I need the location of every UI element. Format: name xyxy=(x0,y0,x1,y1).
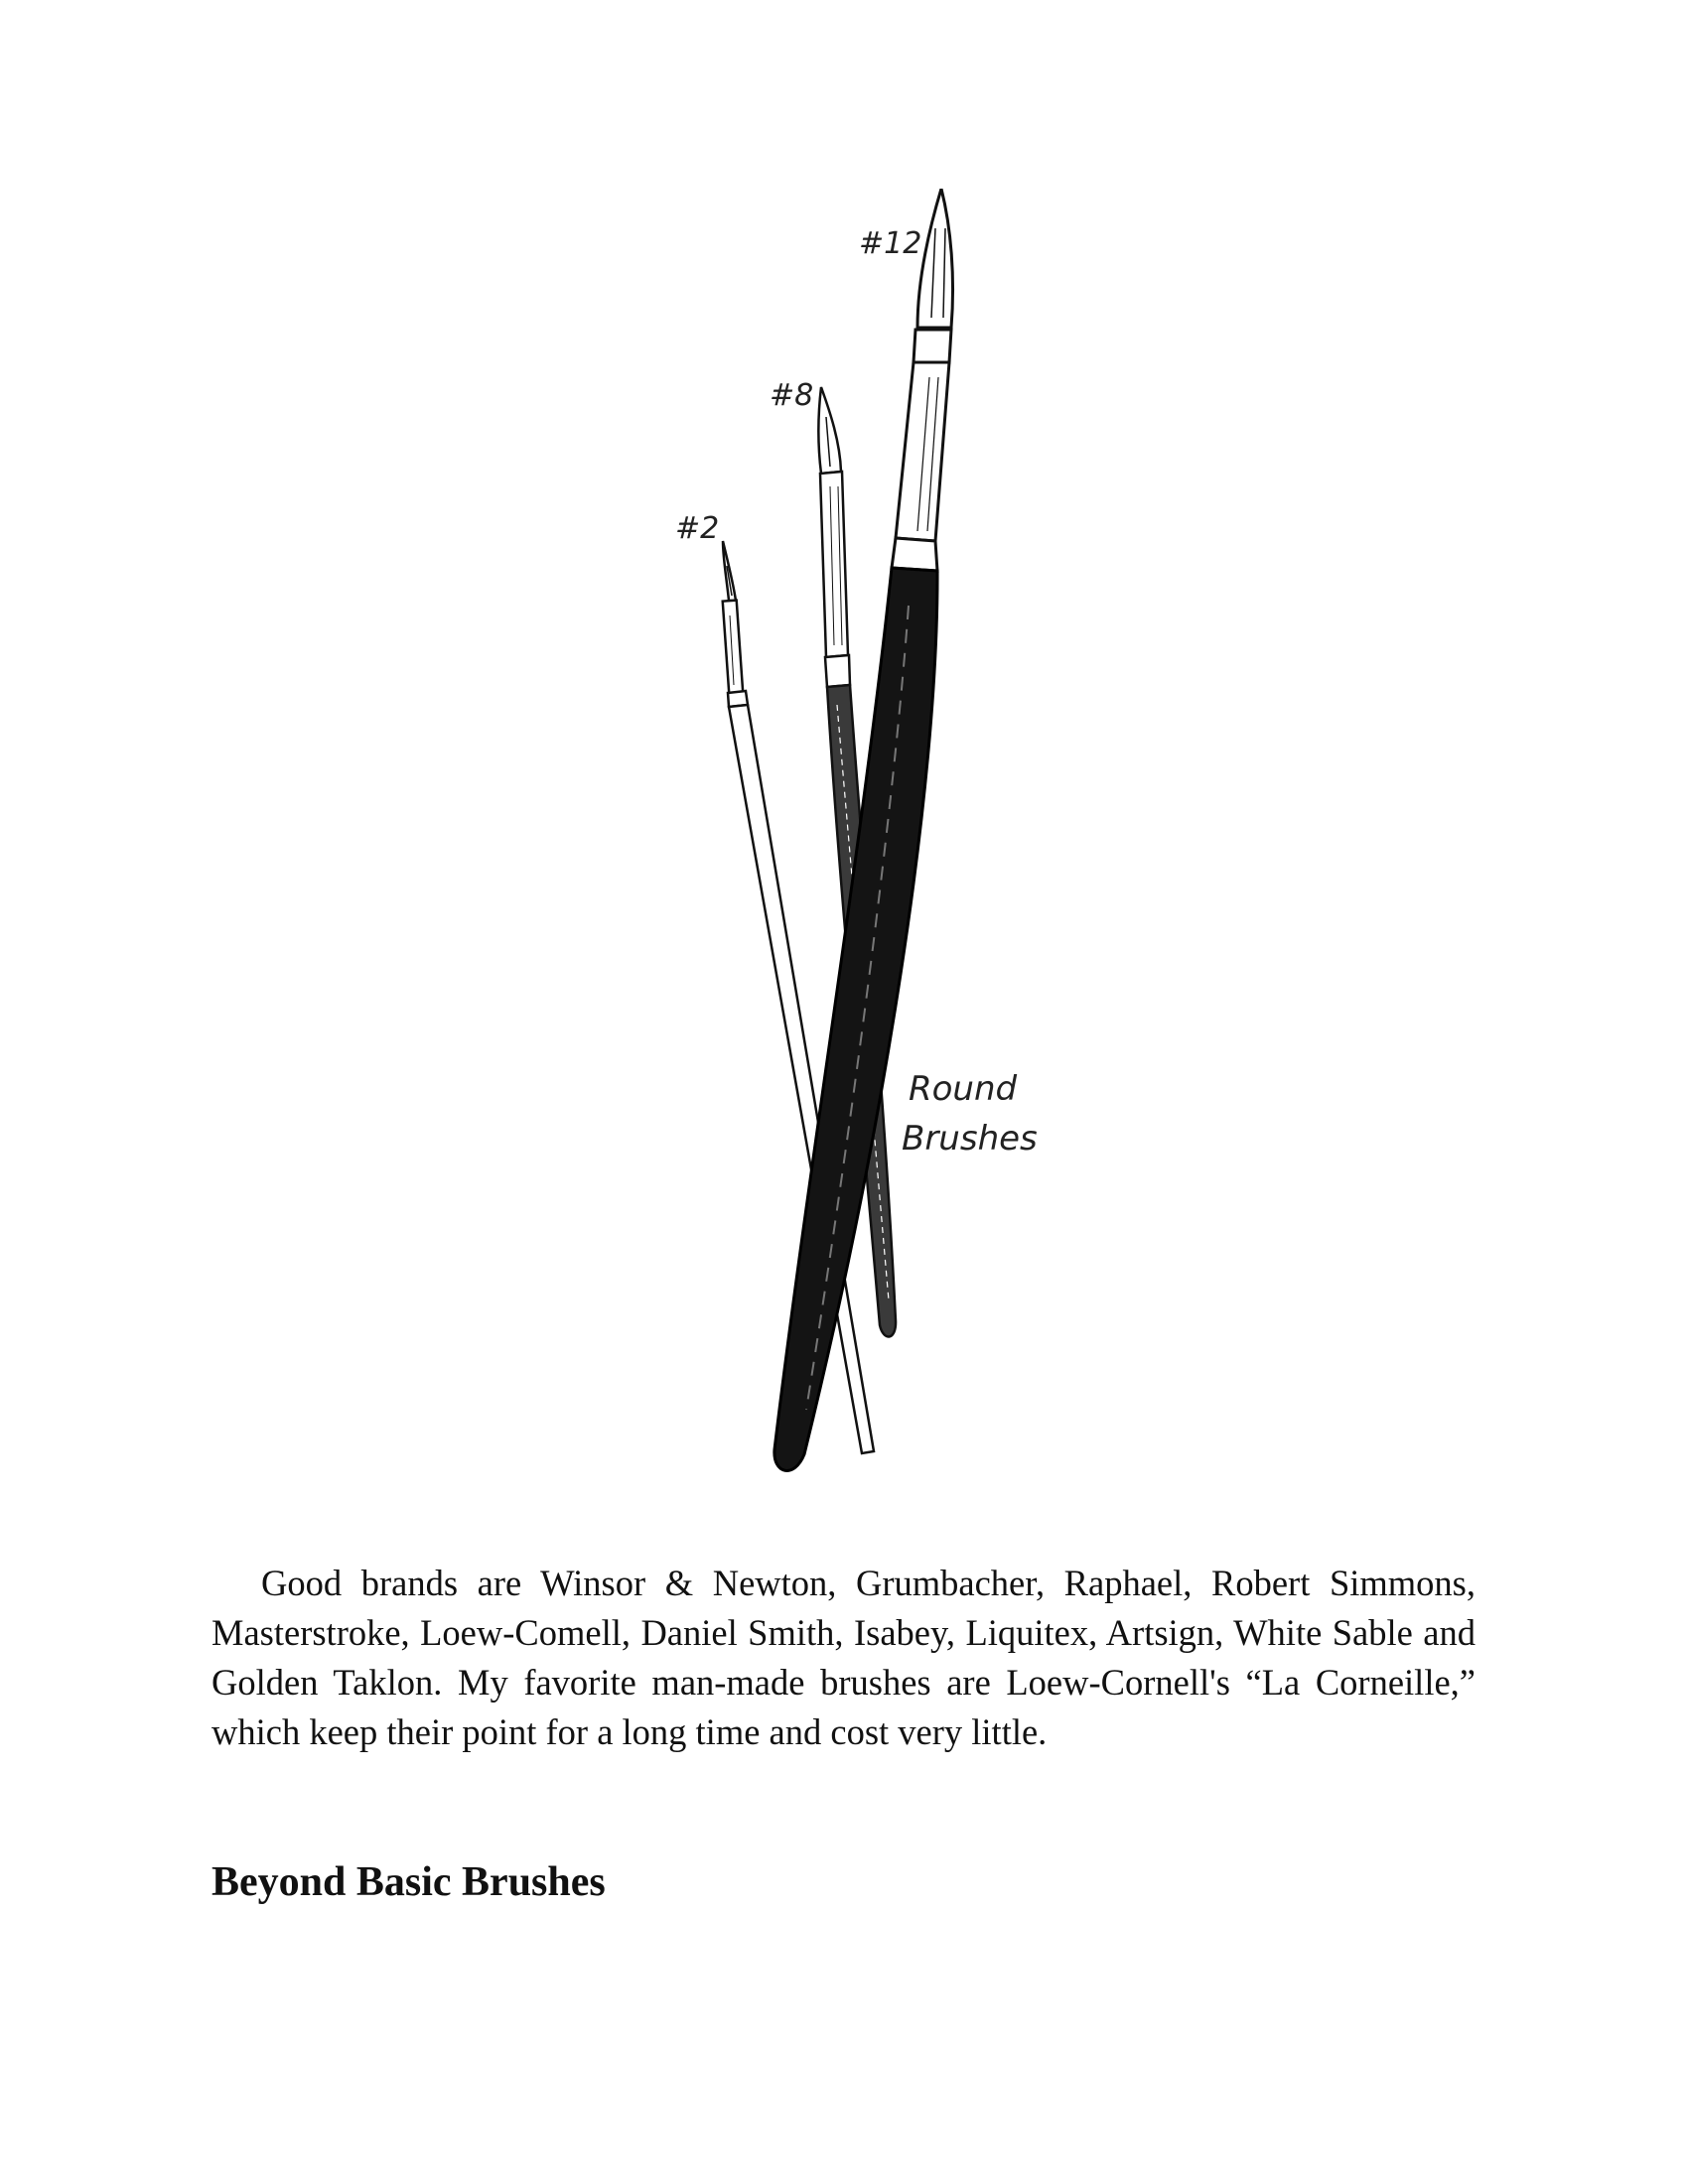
brands-paragraph: Good brands are Winsor & Newton, Grumbacher, Raphael, Robert Simmons, Masterstroke, Loew-Comell, Daniel Smith, Isabey, Liquitex, Artsign, White Sable and Golden Taklon. My favorite man-made brushes are Loew-Cornell's “La Corneille,” which keep their point for a long time and cost very little. xyxy=(211,1563,1476,1752)
label-brush-2: #2 xyxy=(675,511,720,546)
round-brushes-illustration xyxy=(635,189,1072,1479)
label-brush-12: #12 xyxy=(859,226,922,261)
section-heading: Beyond Basic Brushes xyxy=(211,1859,606,1905)
caption-round: Round xyxy=(909,1069,1018,1109)
label-brush-8: #8 xyxy=(770,378,814,413)
caption-brushes: Brushes xyxy=(902,1119,1038,1159)
